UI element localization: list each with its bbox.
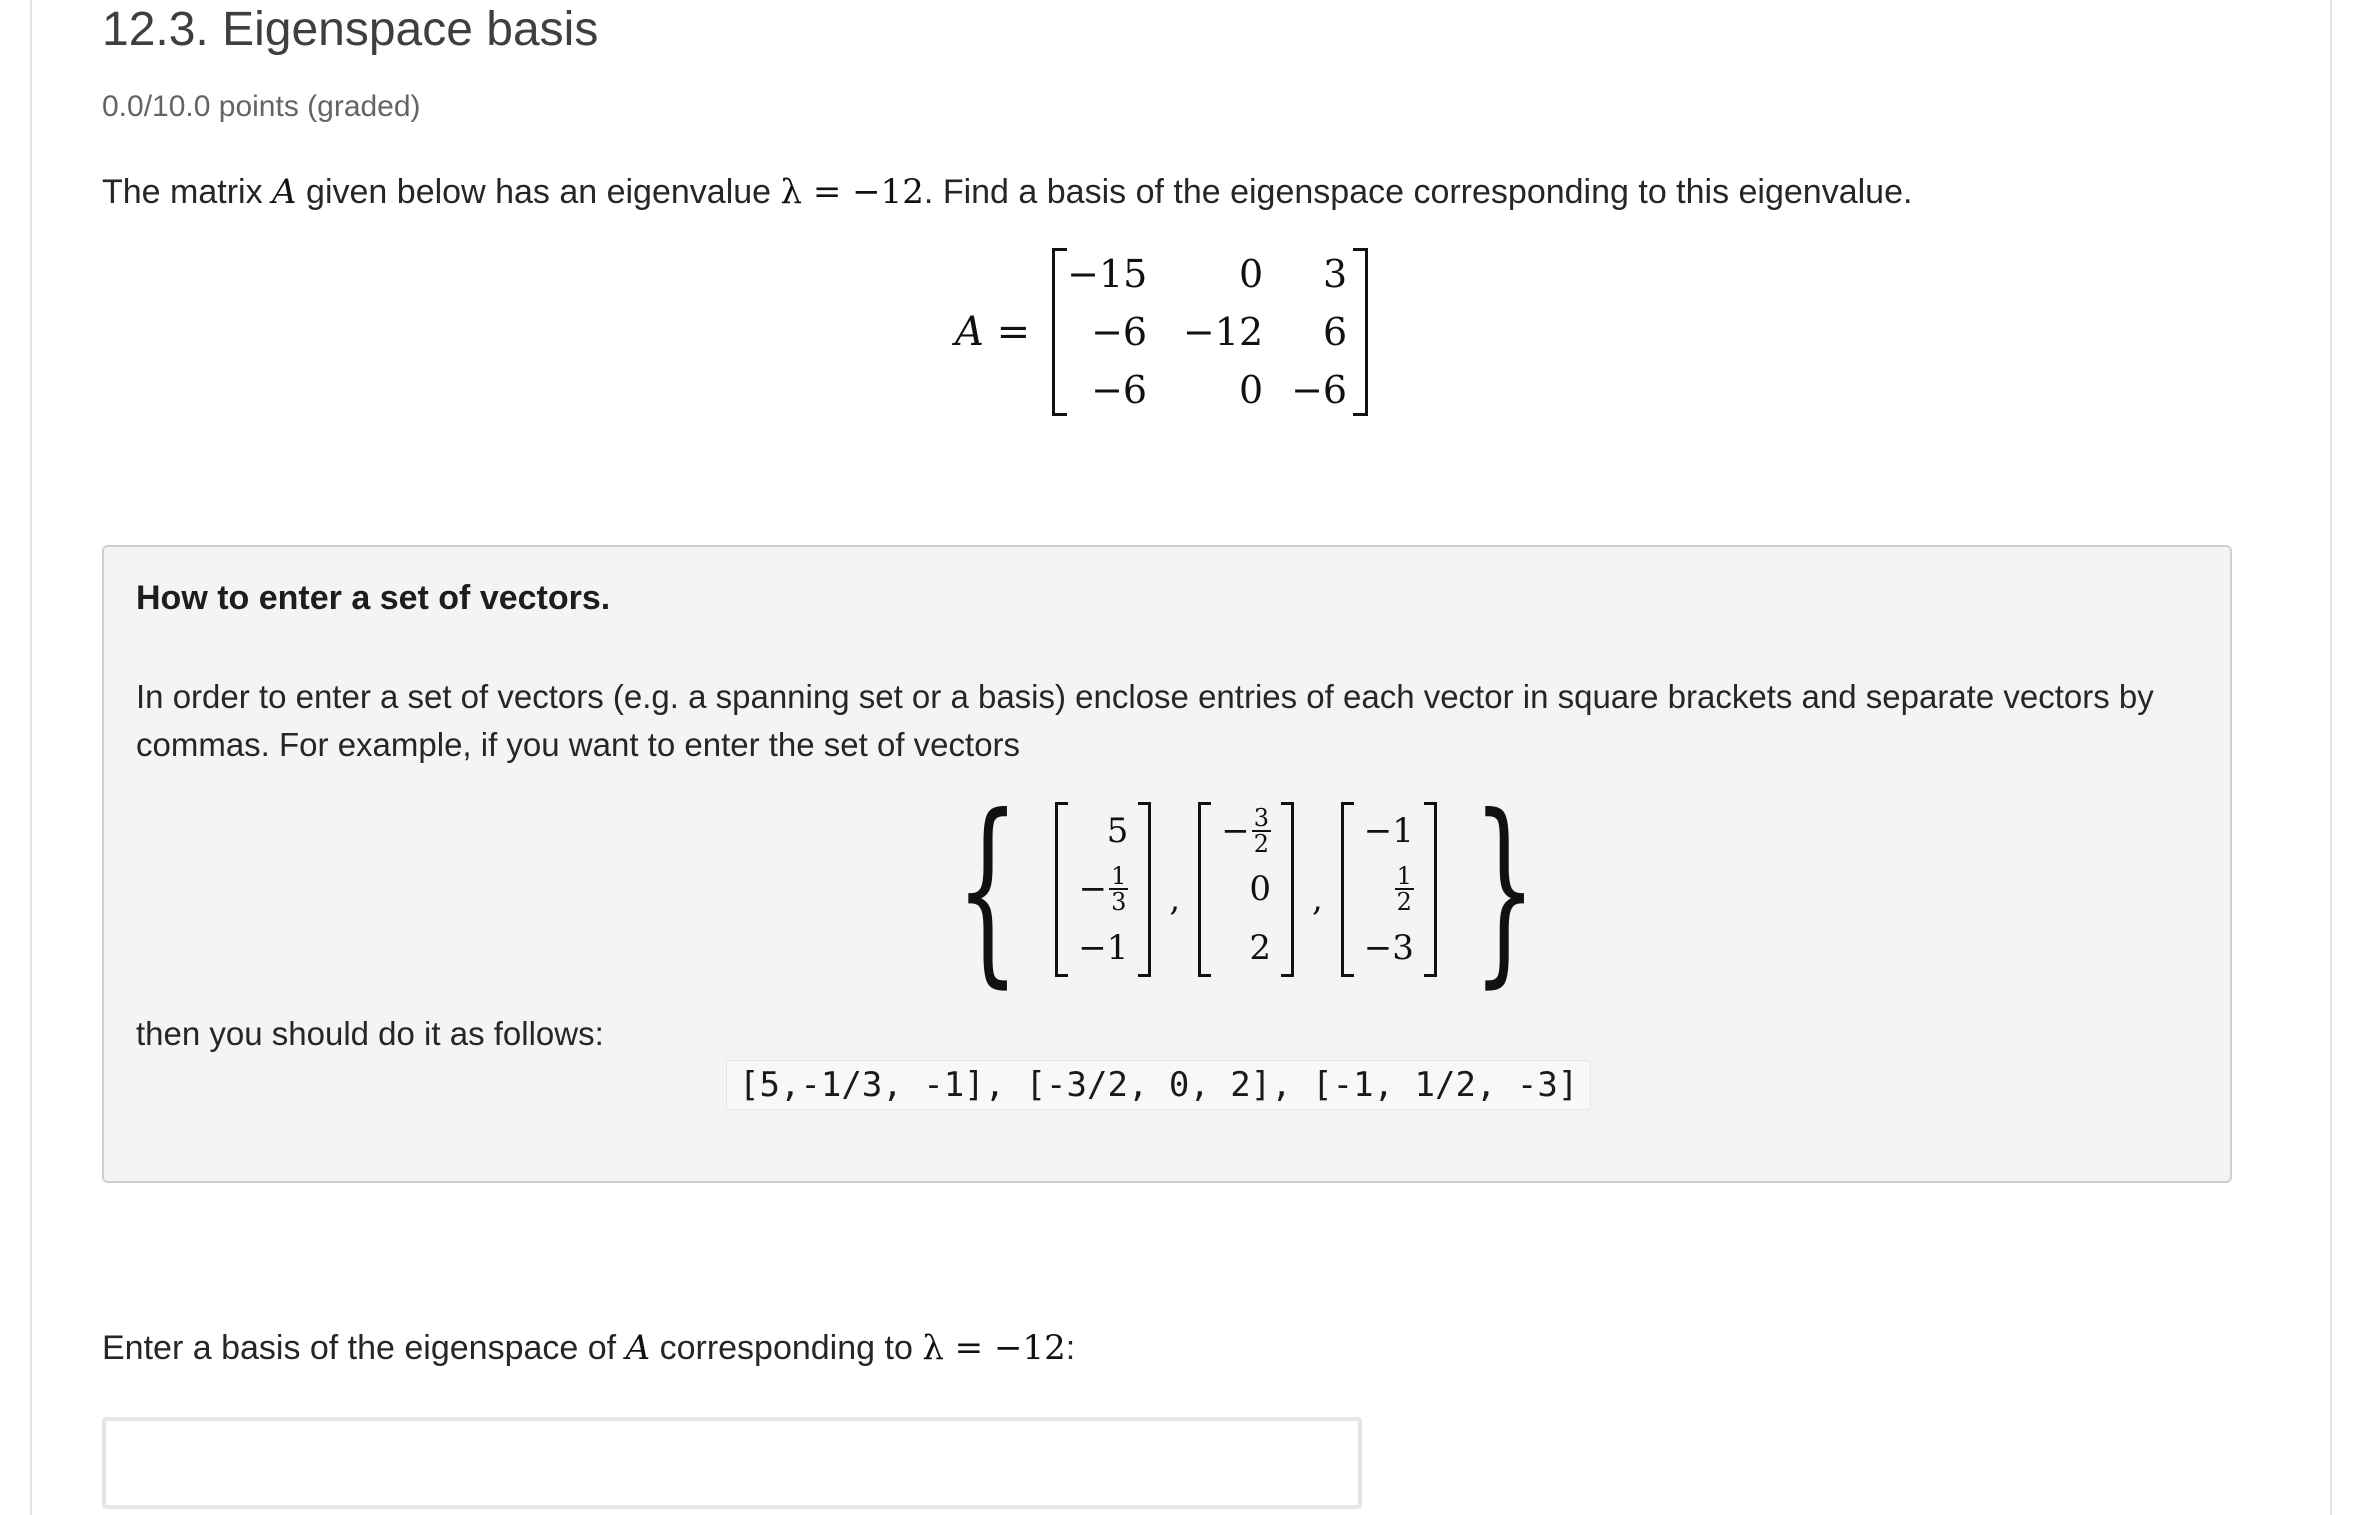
matrix-cell: −6 xyxy=(1091,368,1148,412)
vector-entry: −3 xyxy=(1363,927,1414,968)
help-heading: How to enter a set of vectors. xyxy=(136,579,611,617)
vector-entry-help-box xyxy=(102,545,2232,1183)
matrix-cell: 0 xyxy=(1238,368,1264,412)
example-vector-1 xyxy=(1055,802,1151,977)
prompt-text-3: . Find a basis of the eigenspace corresponding to this eigenvalue. xyxy=(923,173,1913,211)
prompt-text-2: given below has an eigenvalue xyxy=(296,173,781,211)
prompt-text-1: The matrix xyxy=(102,173,273,211)
vector-entry: − $\frac{1}{3}$ xyxy=(1078,862,1127,917)
matrix-left-bracket xyxy=(1052,248,1067,416)
matrix-lhs: A = xyxy=(955,309,1031,355)
page-left-border xyxy=(30,0,32,1515)
problem-prompt xyxy=(102,172,1912,212)
vector-entry: $\frac{1}{2}$ xyxy=(1396,862,1412,917)
example-vector-3 xyxy=(1341,802,1437,977)
vector-entry: 2 xyxy=(1249,927,1271,968)
answer-label: Enter a basis of the eigenspace of A corresponding to λ = −12: xyxy=(102,1328,1076,1368)
problem-title: 12.3. Eigenspace basis xyxy=(102,3,599,56)
matrix-grid xyxy=(1067,245,1353,419)
set-close-brace: } xyxy=(1472,773,1537,1006)
matrix-cell: −15 xyxy=(1067,252,1148,296)
matrix-cell: 3 xyxy=(1322,252,1348,296)
matrix-cell: −12 xyxy=(1182,310,1264,354)
follows-text: then you should do it as follows: xyxy=(136,1015,604,1052)
set-open-brace: { xyxy=(955,773,1020,1006)
matrix-cell: −6 xyxy=(1291,368,1348,412)
matrix-right-bracket xyxy=(1353,248,1368,416)
matrix-cell: −6 xyxy=(1091,310,1148,354)
example-vector-set: { 5 − $\frac{1}{3}$ −1 , − $\frac{3}{2}$ 0 2 , −1 $\frac{1}{2}$ −3 } xyxy=(955,773,1537,1006)
problem-points: 0.0/10.0 points (graded) xyxy=(102,90,421,123)
vector-entry: −1 xyxy=(1078,927,1129,968)
prompt-matrix-var: A xyxy=(272,172,297,212)
matrix-a-equation xyxy=(955,248,1368,416)
answer-input[interactable] xyxy=(102,1417,1362,1509)
vector-entry: 5 xyxy=(1106,811,1129,852)
example-vector-2 xyxy=(1198,802,1294,977)
code-example: [5,-1/3, -1], [-3/2, 0, 2], [-1, 1/2, -3] xyxy=(726,1060,1591,1110)
vector-entry: −1 xyxy=(1363,811,1414,852)
matrix-cell: 0 xyxy=(1238,252,1264,296)
prompt-eigenvalue: λ = −12 xyxy=(780,172,924,212)
page-right-border xyxy=(2330,0,2332,1515)
matrix-cell: 6 xyxy=(1322,310,1348,354)
help-text: In order to enter a set of vectors (e.g. a spanning set or a basis) enclose entries of each vector in square brackets and separate vectors by commas. For example, if you want to enter the set of vectors xyxy=(136,678,2154,763)
vector-entry: 0 xyxy=(1249,869,1271,910)
vector-entry: − $\frac{3}{2}$ xyxy=(1221,804,1269,859)
